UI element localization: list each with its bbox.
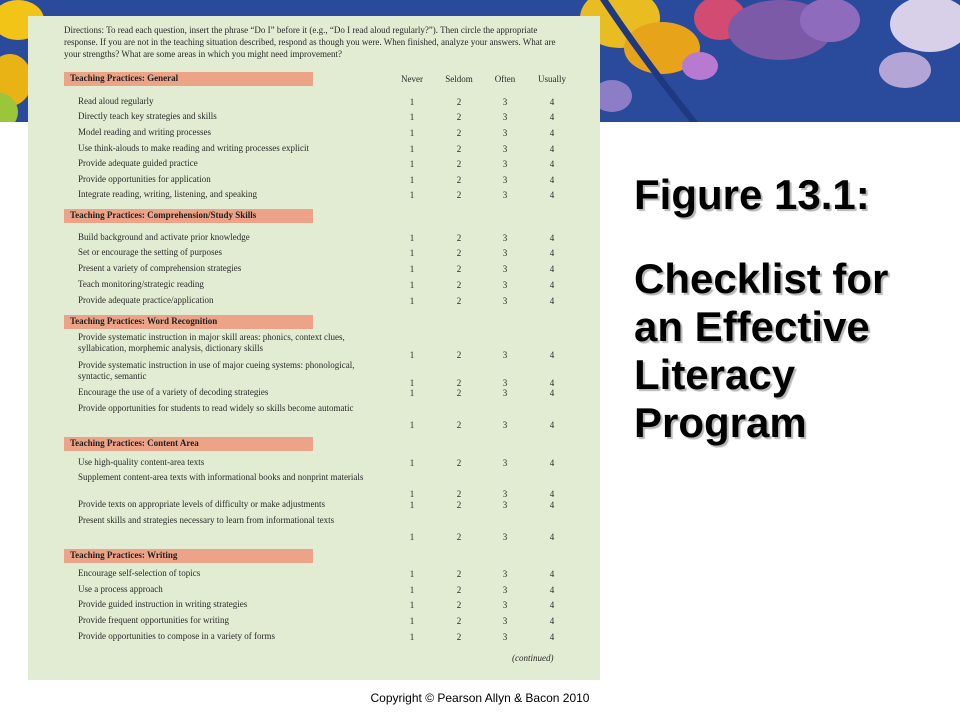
rating-option[interactable]: 2 <box>456 296 462 306</box>
rating-option[interactable]: 1 <box>409 569 415 579</box>
checklist-item: Provide systematic instruction in use of major cueing systems: phonological, syntactic, semantic <box>78 360 355 381</box>
rating-option[interactable]: 2 <box>456 159 462 169</box>
checklist-item: Use think-alouds to make reading and writing processes explicit <box>78 143 309 153</box>
checklist-item: Set or encourage the setting of purposes <box>78 247 222 257</box>
checklist-panel <box>28 16 600 680</box>
rating-option[interactable]: 3 <box>502 420 508 430</box>
rating-option[interactable]: 4 <box>549 144 555 154</box>
rating-option[interactable]: 2 <box>456 378 462 388</box>
rating-option[interactable]: 4 <box>549 97 555 107</box>
rating-option[interactable]: 3 <box>502 97 508 107</box>
figure-title: Figure 13.1: <box>634 171 870 218</box>
rating-option[interactable]: 2 <box>456 458 462 468</box>
rating-option[interactable]: 3 <box>502 500 508 510</box>
rating-option[interactable]: 4 <box>549 280 555 290</box>
section-header <box>64 549 313 563</box>
rating-option[interactable]: 3 <box>502 600 508 610</box>
rating-option[interactable]: 3 <box>502 532 508 542</box>
rating-option[interactable]: 1 <box>409 248 415 258</box>
checklist-item: Provide adequate guided practice <box>78 158 198 168</box>
rating-option[interactable]: 4 <box>549 112 555 122</box>
rating-option[interactable]: 4 <box>549 420 555 430</box>
rating-option[interactable]: 3 <box>502 264 508 274</box>
rating-option[interactable]: 4 <box>549 190 555 200</box>
rating-option[interactable]: 3 <box>502 280 508 290</box>
rating-option[interactable]: 1 <box>409 616 415 626</box>
section-title: Teaching Practices: Writing <box>70 550 178 560</box>
checklist-item: Encourage the use of a variety of decoding strategies <box>78 387 269 397</box>
rating-option[interactable]: 4 <box>549 159 555 169</box>
checklist-item: Provide opportunities for students to read widely so skills become automatic <box>78 403 354 413</box>
rating-option[interactable]: 2 <box>456 585 462 595</box>
rating-option[interactable]: 1 <box>409 264 415 274</box>
rating-option[interactable]: 4 <box>549 585 555 595</box>
rating-option[interactable]: 1 <box>409 350 415 360</box>
scale-header-never: Never <box>401 74 423 84</box>
figure-subtitle: Checklist for an Effective Literacy Program <box>634 255 889 446</box>
rating-option[interactable]: 2 <box>456 280 462 290</box>
checklist-item: Provide frequent opportunities for writing <box>78 615 229 625</box>
rating-option[interactable]: 1 <box>409 489 415 499</box>
rating-option[interactable]: 4 <box>549 600 555 610</box>
rating-option[interactable]: 2 <box>456 248 462 258</box>
rating-option[interactable]: 3 <box>502 159 508 169</box>
rating-option[interactable]: 4 <box>549 350 555 360</box>
rating-option[interactable]: 2 <box>456 489 462 499</box>
copyright-notice: Copyright © Pearson Allyn & Bacon 2010 <box>370 691 590 705</box>
continued-note: (continued) <box>512 653 554 663</box>
checklist-item: Provide texts on appropriate levels of difficulty or make adjustments <box>78 499 326 509</box>
rating-option[interactable]: 2 <box>456 420 462 430</box>
rating-option[interactable]: 4 <box>549 128 555 138</box>
rating-option[interactable]: 1 <box>409 296 415 306</box>
rating-option[interactable]: 3 <box>502 128 508 138</box>
checklist-item: Provide systematic instruction in major skill areas: phonics, context clues, syllabication, morphemic analysis, dictionary skills <box>78 332 345 353</box>
section-header <box>64 72 313 86</box>
section-title: Teaching Practices: Word Recognition <box>70 316 218 326</box>
checklist-item: Provide opportunities for application <box>78 174 211 184</box>
rating-option[interactable]: 1 <box>409 175 415 185</box>
checklist-item: Read aloud regularly <box>78 96 154 106</box>
rating-option[interactable]: 1 <box>409 632 415 642</box>
rating-option[interactable]: 4 <box>549 489 555 499</box>
rating-option[interactable]: 3 <box>502 248 508 258</box>
checklist-directions: Directions: To read each question, insert the phrase “Do I” before it (e.g., “Do I read aloud regularly?”). Then circle the appropriate response. If you are not in the teaching situation described, respond as though you were. When finished, analyze your answers. What are your strengths? What are some areas in which you might need improvement? <box>64 25 556 59</box>
section-header <box>64 209 313 223</box>
rating-option[interactable]: 2 <box>456 532 462 542</box>
rating-option[interactable]: 1 <box>409 378 415 388</box>
section-header <box>64 437 313 451</box>
checklist-item: Integrate reading, writing, listening, and speaking <box>78 189 257 199</box>
rating-option[interactable]: 3 <box>502 350 508 360</box>
checklist-item: Provide adequate practice/application <box>78 295 214 305</box>
rating-option[interactable]: 4 <box>549 532 555 542</box>
checklist-item: Supplement content-area texts with informational books and nonprint materials <box>78 472 364 482</box>
rating-option[interactable]: 2 <box>456 569 462 579</box>
rating-option[interactable]: 1 <box>409 233 415 243</box>
rating-option[interactable]: 1 <box>409 190 415 200</box>
rating-option[interactable]: 3 <box>502 489 508 499</box>
rating-option[interactable]: 3 <box>502 233 508 243</box>
checklist-item: Build background and activate prior knowledge <box>78 232 250 242</box>
rating-option[interactable]: 3 <box>502 296 508 306</box>
rating-option[interactable]: 3 <box>502 190 508 200</box>
checklist-item: Teach monitoring/strategic reading <box>78 279 204 289</box>
rating-option[interactable]: 2 <box>456 233 462 243</box>
rating-option[interactable]: 2 <box>456 112 462 122</box>
rating-option[interactable]: 2 <box>456 264 462 274</box>
rating-option[interactable]: 2 <box>456 616 462 626</box>
rating-option[interactable]: 4 <box>549 175 555 185</box>
rating-option[interactable]: 4 <box>549 378 555 388</box>
checklist-item: Directly teach key strategies and skills <box>78 111 217 121</box>
checklist-item: Encourage self-selection of topics <box>78 568 201 578</box>
rating-option[interactable]: 4 <box>549 632 555 642</box>
rating-option[interactable]: 2 <box>456 350 462 360</box>
section-title: Teaching Practices: Content Area <box>70 438 199 448</box>
checklist-item: Provide opportunities to compose in a variety of forms <box>78 631 275 641</box>
rating-option[interactable]: 2 <box>456 175 462 185</box>
checklist-item: Present a variety of comprehension strategies <box>78 263 242 273</box>
rating-option[interactable]: 3 <box>502 378 508 388</box>
section-title: Teaching Practices: Comprehension/Study Skills <box>70 210 257 220</box>
rating-option[interactable]: 4 <box>549 233 555 243</box>
checklist-item: Use a process approach <box>78 584 163 594</box>
rating-option[interactable]: 4 <box>549 388 555 398</box>
rating-option[interactable]: 1 <box>409 420 415 430</box>
rating-option[interactable]: 3 <box>502 458 508 468</box>
rating-option[interactable]: 2 <box>456 632 462 642</box>
rating-option[interactable]: 2 <box>456 128 462 138</box>
rating-option[interactable]: 1 <box>409 159 415 169</box>
rating-option[interactable]: 3 <box>502 112 508 122</box>
rating-option[interactable]: 1 <box>409 388 415 398</box>
scale-header-seldom: Seldom <box>445 74 473 84</box>
rating-option[interactable]: 2 <box>456 600 462 610</box>
rating-option[interactable]: 3 <box>502 632 508 642</box>
rating-option[interactable]: 1 <box>409 280 415 290</box>
rating-option[interactable]: 1 <box>409 585 415 595</box>
rating-option[interactable]: 3 <box>502 175 508 185</box>
rating-option[interactable]: 1 <box>409 112 415 122</box>
section-title: Teaching Practices: General <box>70 73 179 83</box>
rating-option[interactable]: 3 <box>502 569 508 579</box>
rating-option[interactable]: 3 <box>502 616 508 626</box>
rating-option[interactable]: 1 <box>409 500 415 510</box>
rating-option[interactable]: 2 <box>456 500 462 510</box>
checklist-item: Provide guided instruction in writing strategies <box>78 599 248 609</box>
rating-option[interactable]: 2 <box>456 388 462 398</box>
rating-option[interactable]: 4 <box>549 248 555 258</box>
rating-option[interactable]: 4 <box>549 458 555 468</box>
rating-option[interactable]: 1 <box>409 97 415 107</box>
rating-option[interactable]: 1 <box>409 458 415 468</box>
rating-option[interactable]: 2 <box>456 190 462 200</box>
scale-header-usually: Usually <box>538 74 566 84</box>
rating-option[interactable]: 1 <box>409 144 415 154</box>
rating-option[interactable]: 3 <box>502 144 508 154</box>
rating-option[interactable]: 1 <box>409 128 415 138</box>
scale-header-often: Often <box>494 74 516 84</box>
checklist-item: Present skills and strategies necessary to learn from informational texts <box>78 515 335 525</box>
rating-option[interactable]: 3 <box>502 585 508 595</box>
rating-option[interactable]: 2 <box>456 144 462 154</box>
rating-option[interactable]: 3 <box>502 388 508 398</box>
rating-option[interactable]: 4 <box>549 500 555 510</box>
rating-option[interactable]: 2 <box>456 97 462 107</box>
rating-option[interactable]: 4 <box>549 569 555 579</box>
rating-option[interactable]: 4 <box>549 616 555 626</box>
rating-option[interactable]: 4 <box>549 264 555 274</box>
rating-option[interactable]: 4 <box>549 296 555 306</box>
checklist-item: Model reading and writing processes <box>78 127 211 137</box>
rating-option[interactable]: 1 <box>409 532 415 542</box>
section-header <box>64 315 313 329</box>
checklist-item: Use high-quality content-area texts <box>78 457 205 467</box>
rating-option[interactable]: 1 <box>409 600 415 610</box>
